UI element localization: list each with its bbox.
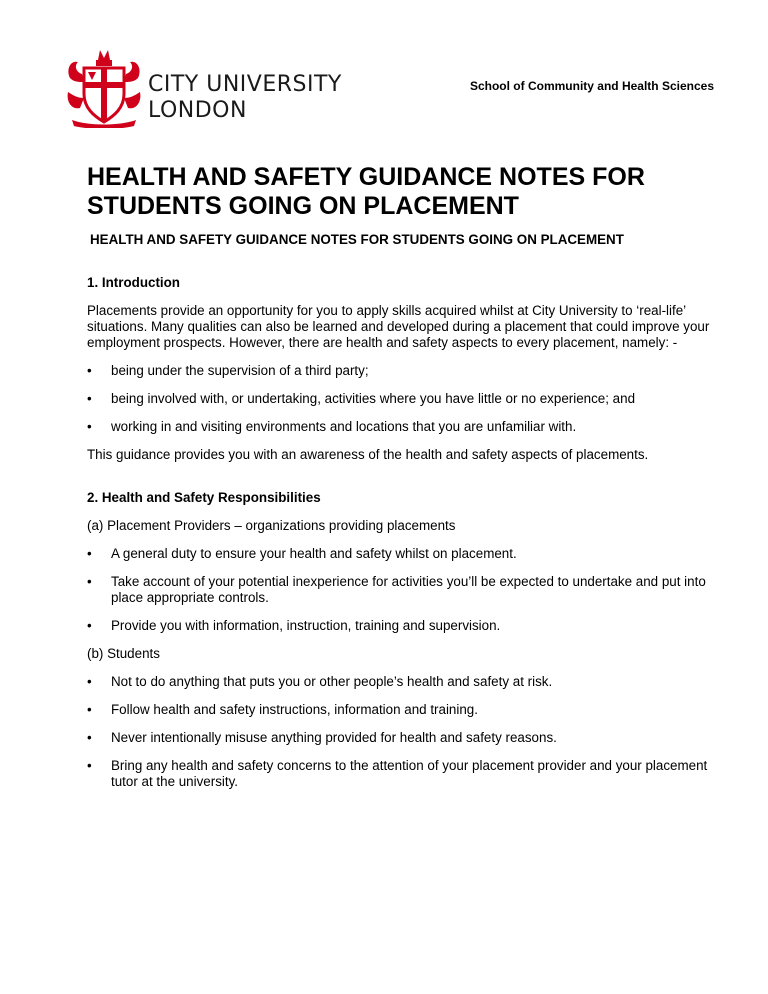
providers-label: (a) Placement Providers – organizations providing placements [87, 518, 456, 533]
introduction-closing: This guidance provides you with an awareness of the health and safety aspects of placements. [87, 447, 649, 462]
university-logo [64, 48, 344, 128]
logo-wordmark [148, 72, 342, 124]
list-item: • Provide you with information, instruction, training and supervision. [87, 618, 501, 633]
list-item: • Bring any health and safety concerns to the attention of your placement provider and your placement tutor at the university. [87, 758, 708, 789]
students-label: (b) Students [87, 646, 160, 661]
providers-bullet-list [87, 546, 725, 634]
document-title: HEALTH AND SAFETY GUIDANCE NOTES FOR STUDENTS GOING ON PLACEMENT [87, 163, 645, 220]
list-item: • Take account of your potential inexperience for activities you’ll be expected to undertake and put into place appropriate controls. [87, 574, 706, 605]
bullet-icon: • [87, 618, 92, 633]
bullet-icon: • [87, 730, 92, 745]
bullet-icon: • [87, 574, 92, 589]
list-item: • A general duty to ensure your health and safety whilst on placement. [87, 546, 517, 561]
list-item: • being involved with, or undertaking, activities where you have little or no experience; and [87, 391, 636, 406]
crest-icon [64, 48, 144, 128]
logo-line-1: CITY UNIVERSITY [148, 72, 342, 97]
logo-line-2: LONDON [148, 98, 247, 123]
document-subtitle: HEALTH AND SAFETY GUIDANCE NOTES FOR STUDENTS GOING ON PLACEMENT [90, 232, 624, 247]
document-body [87, 232, 725, 802]
list-item: • being under the supervision of a third party; [87, 363, 369, 378]
bullet-icon: • [87, 546, 92, 561]
list-item: • Never intentionally misuse anything provided for health and safety reasons. [87, 730, 557, 745]
list-item: • Follow health and safety instructions, information and training. [87, 702, 478, 717]
list-item: • working in and visiting environments and locations that you are unfamiliar with. [87, 419, 577, 434]
section-heading-responsibilities: 2. Health and Safety Responsibilities [87, 490, 321, 505]
students-bullet-list [87, 674, 725, 790]
bullet-icon: • [87, 391, 92, 406]
bullet-icon: • [87, 363, 92, 378]
bullet-icon: • [87, 702, 92, 717]
list-item: • Not to do anything that puts you or other people’s health and safety at risk. [87, 674, 553, 689]
section-heading-introduction: 1. Introduction [87, 275, 180, 290]
bullet-icon: • [87, 419, 92, 434]
introduction-paragraph: Placements provide an opportunity for you to apply skills acquired whilst at City University to ‘real-life’ situations. Many qualities can also be learned and developed during a placement that could improve your employment prospects. However, there are health and safety aspects to every placement, namely: - [87, 303, 710, 350]
introduction-bullet-list [87, 363, 725, 435]
bullet-icon: • [87, 674, 92, 689]
bullet-icon: • [87, 758, 92, 773]
school-name: School of Community and Health Sciences [469, 79, 714, 93]
